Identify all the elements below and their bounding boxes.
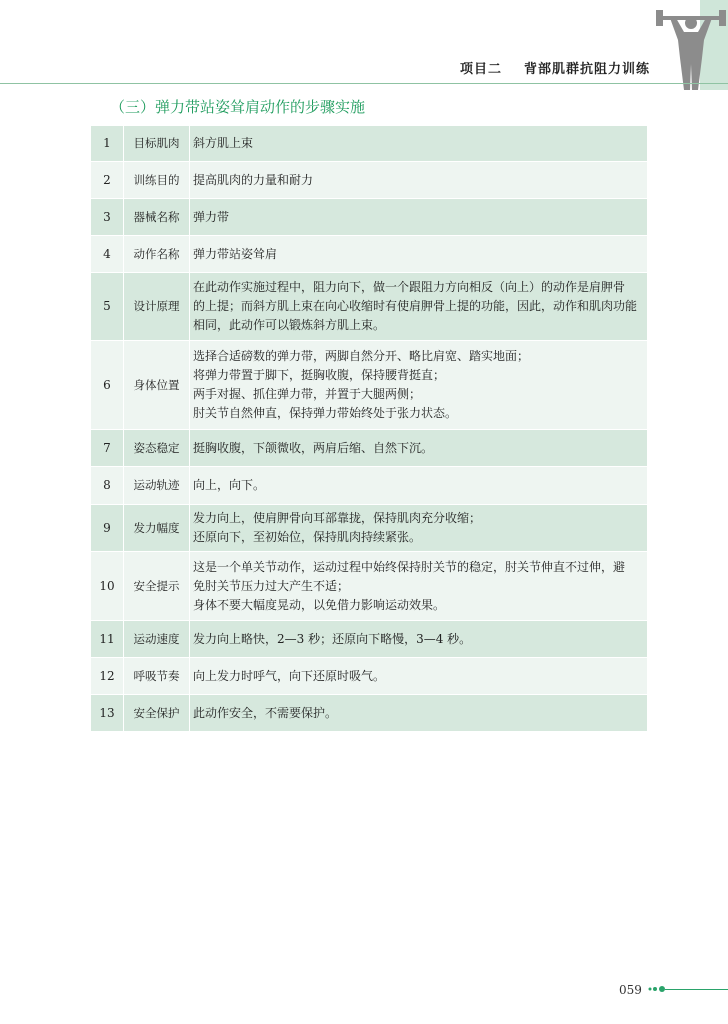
steps-table	[90, 125, 648, 732]
header-rule	[0, 83, 728, 84]
row-number: 9	[91, 505, 124, 552]
row-item-name: 姿态稳定	[124, 430, 190, 467]
description-line: 选择合适磅数的弹力带，两脚自然分开、略比肩宽、踏实地面；	[193, 349, 530, 363]
chapter-title: 背部肌群抗阻力训练	[524, 62, 651, 77]
row-description	[190, 505, 648, 552]
footer-rule	[665, 989, 728, 990]
table-row	[91, 658, 648, 695]
description-line: 还原向下，至初始位，保持肌肉持续紧张。	[193, 530, 422, 544]
row-item-name: 设计原理	[124, 273, 190, 341]
description-line: 挺胸收腹，下颌微收，两肩后缩、自然下沉。	[193, 440, 434, 455]
row-description	[190, 430, 648, 467]
row-item-name: 身体位置	[124, 341, 190, 430]
description-line: 向上，向下。	[193, 478, 266, 492]
row-number: 6	[91, 341, 124, 430]
row-description	[190, 341, 648, 430]
table-row	[91, 341, 648, 430]
row-number: 8	[91, 467, 124, 505]
description-line: 相同，此动作可以锻炼斜方肌上束。	[193, 318, 386, 332]
table-row	[91, 162, 648, 199]
description-line: 将弹力带置于脚下，挺胸收腹，保持腰背挺直；	[193, 368, 446, 382]
section-title: （三）弹力带站姿耸肩动作的步骤实施	[110, 98, 366, 116]
description-line: 提高肌肉的力量和耐力	[193, 172, 314, 187]
row-description	[190, 695, 648, 732]
row-item-name: 运动速度	[124, 621, 190, 658]
row-number: 2	[91, 162, 124, 199]
row-description	[190, 467, 648, 505]
page-number: 059	[619, 983, 642, 997]
row-item-name: 器械名称	[124, 199, 190, 236]
row-item-name: 发力幅度	[124, 505, 190, 552]
description-line: 发力向上，使肩胛骨向耳部靠拢，保持肌肉充分收缩；	[193, 511, 482, 525]
row-description	[190, 126, 648, 162]
row-number: 10	[91, 552, 124, 621]
row-number: 7	[91, 430, 124, 467]
row-number: 3	[91, 199, 124, 236]
description-line: 发力向上略快，2—3 秒；还原向下略慢，3—4 秒。	[193, 631, 472, 646]
row-item-name: 安全保护	[124, 695, 190, 732]
description-line: 弹力带站姿耸肩	[193, 246, 278, 261]
description-line: 斜方肌上束	[193, 136, 254, 150]
table-row	[91, 126, 648, 162]
row-number: 12	[91, 658, 124, 695]
row-number: 5	[91, 273, 124, 341]
row-description	[190, 199, 648, 236]
row-description	[190, 621, 648, 658]
row-description	[190, 162, 648, 199]
row-number: 1	[91, 126, 124, 162]
table-row	[91, 236, 648, 273]
row-item-name: 运动轨迹	[124, 467, 190, 505]
row-description	[190, 236, 648, 273]
row-description	[190, 552, 648, 621]
row-item-name: 动作名称	[124, 236, 190, 273]
project-label: 项目二	[460, 62, 503, 77]
description-line: 肘关节自然伸直，保持弹力带始终处于张力状态。	[193, 406, 458, 420]
table-row	[91, 467, 648, 505]
description-line: 的上提；而斜方肌上束在向心收缩时有使肩胛骨上提的功能，因此，动作和肌肉功能	[193, 299, 638, 313]
row-number: 13	[91, 695, 124, 732]
row-number: 4	[91, 236, 124, 273]
weightlifter-silhouette-icon	[654, 6, 728, 92]
row-description	[190, 658, 648, 695]
description-line: 身体不要大幅度晃动，以免借力影响运动效果。	[193, 597, 446, 612]
description-line: 此动作安全，不需要保护。	[193, 705, 338, 720]
description-line: 在此动作实施过程中，阻力向下，做一个跟阻力方向相反（向上）的动作是肩胛骨	[193, 280, 626, 294]
row-item-name: 呼吸节奏	[124, 658, 190, 695]
description-line: 这是一个单关节动作，运动过程中始终保持肘关节的稳定，肘关节伸直不过伸，避	[193, 559, 626, 574]
table-row	[91, 430, 648, 467]
table-row	[91, 273, 648, 341]
running-head	[460, 58, 650, 77]
table-row	[91, 552, 648, 621]
row-item-name: 目标肌肉	[124, 126, 190, 162]
description-line: 向上发力时呼气，向下还原时吸气。	[193, 668, 386, 683]
row-item-name: 训练目的	[124, 162, 190, 199]
description-line: 免肘关节压力过大产生不适；	[193, 578, 350, 593]
row-item-name: 安全提示	[124, 552, 190, 621]
description-line: 两手对握、抓住弹力带，并置于大腿两侧；	[193, 387, 422, 401]
steps-table-body	[91, 126, 648, 732]
table-row	[91, 621, 648, 658]
table-row	[91, 695, 648, 732]
row-number: 11	[91, 621, 124, 658]
table-row	[91, 199, 648, 236]
table-row	[91, 505, 648, 552]
row-description	[190, 273, 648, 341]
description-line: 弹力带	[193, 209, 230, 224]
